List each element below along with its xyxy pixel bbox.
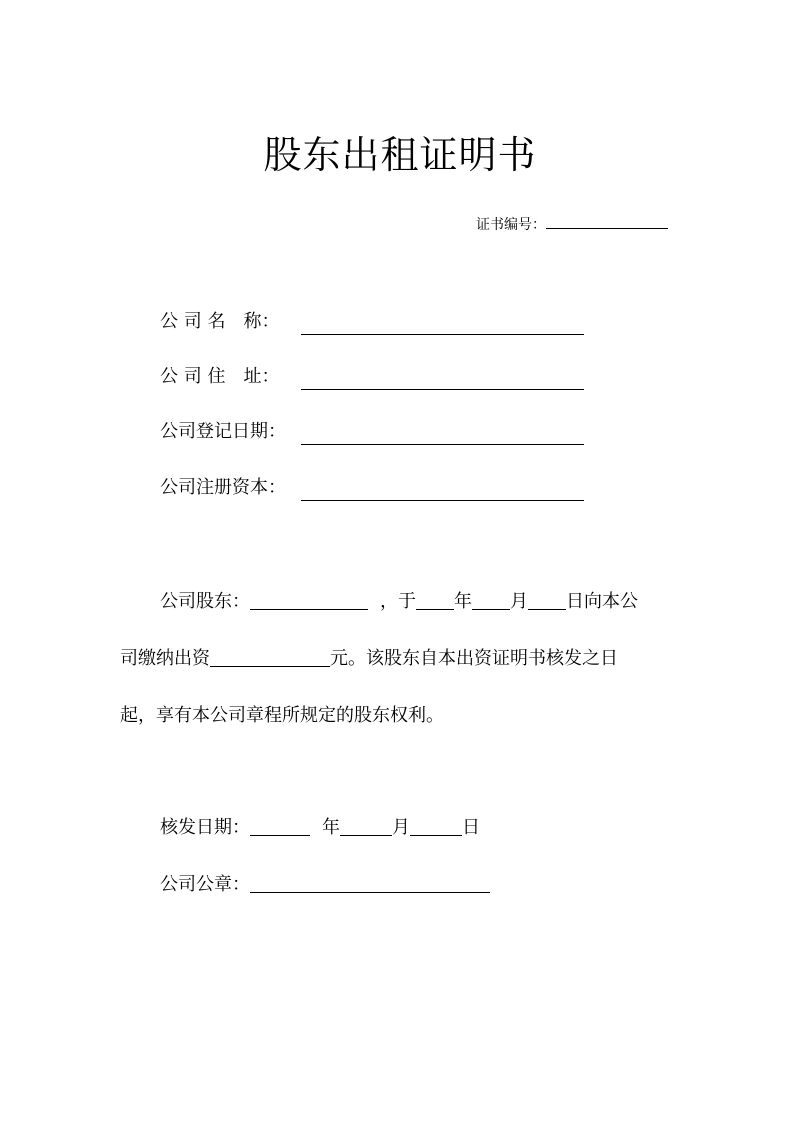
- month-blank[interactable]: [472, 589, 510, 610]
- contribution-start-text: 司缴纳出资: [120, 648, 210, 669]
- company-name-label: 公 司 名 称：: [160, 311, 280, 332]
- company-name-blank[interactable]: [301, 334, 584, 335]
- day-blank[interactable]: [528, 589, 566, 610]
- company-address-label: 公 司 住 址：: [160, 366, 280, 387]
- month-text: 月: [510, 591, 528, 612]
- company-seal-blank[interactable]: [250, 872, 490, 893]
- certificate-number-label: 证书编号：: [476, 217, 546, 233]
- issue-year-blank[interactable]: [250, 815, 310, 836]
- year-blank[interactable]: [416, 589, 454, 610]
- registered-capital-label: 公司注册资本：: [160, 477, 286, 498]
- issue-year-text: 年: [322, 817, 340, 838]
- issue-day-blank[interactable]: [410, 815, 462, 836]
- registration-date-field: [160, 418, 300, 446]
- company-seal-label: 公司公章：: [160, 874, 250, 895]
- statement-line-1: [160, 588, 730, 616]
- statement-line-2: [120, 645, 690, 673]
- issue-day-text: 日: [462, 817, 480, 838]
- day-text: 日向本公: [566, 591, 638, 612]
- registration-date-blank[interactable]: [301, 444, 584, 445]
- issue-date-row: [160, 814, 730, 842]
- comma-yu-text: ，于: [380, 591, 416, 612]
- document-title: 股东出租证明书: [263, 133, 537, 177]
- company-address-blank[interactable]: [301, 389, 584, 390]
- contribution-amount-blank[interactable]: [210, 646, 330, 667]
- shareholder-blank[interactable]: [250, 589, 368, 610]
- shareholder-label: 公司股东：: [160, 591, 250, 612]
- issue-date-label: 核发日期：: [160, 817, 250, 838]
- rights-text: 起，享有本公司章程所规定的股东权利。: [120, 705, 444, 726]
- registration-date-label: 公司登记日期：: [160, 421, 286, 442]
- company-address-field: [160, 363, 300, 391]
- year-text: 年: [454, 591, 472, 612]
- issue-month-text: 月: [392, 817, 410, 838]
- issue-month-blank[interactable]: [340, 815, 392, 836]
- company-name-field: [160, 308, 300, 336]
- certificate-number-blank[interactable]: [546, 227, 668, 229]
- statement-line-3: [120, 702, 690, 730]
- registered-capital-field: [160, 474, 300, 502]
- company-seal-row: [160, 871, 730, 899]
- registered-capital-blank[interactable]: [301, 500, 584, 501]
- certificate-number-row: [476, 214, 668, 236]
- contribution-end-text: 元。该股东自本出资证明书核发之日: [330, 648, 618, 669]
